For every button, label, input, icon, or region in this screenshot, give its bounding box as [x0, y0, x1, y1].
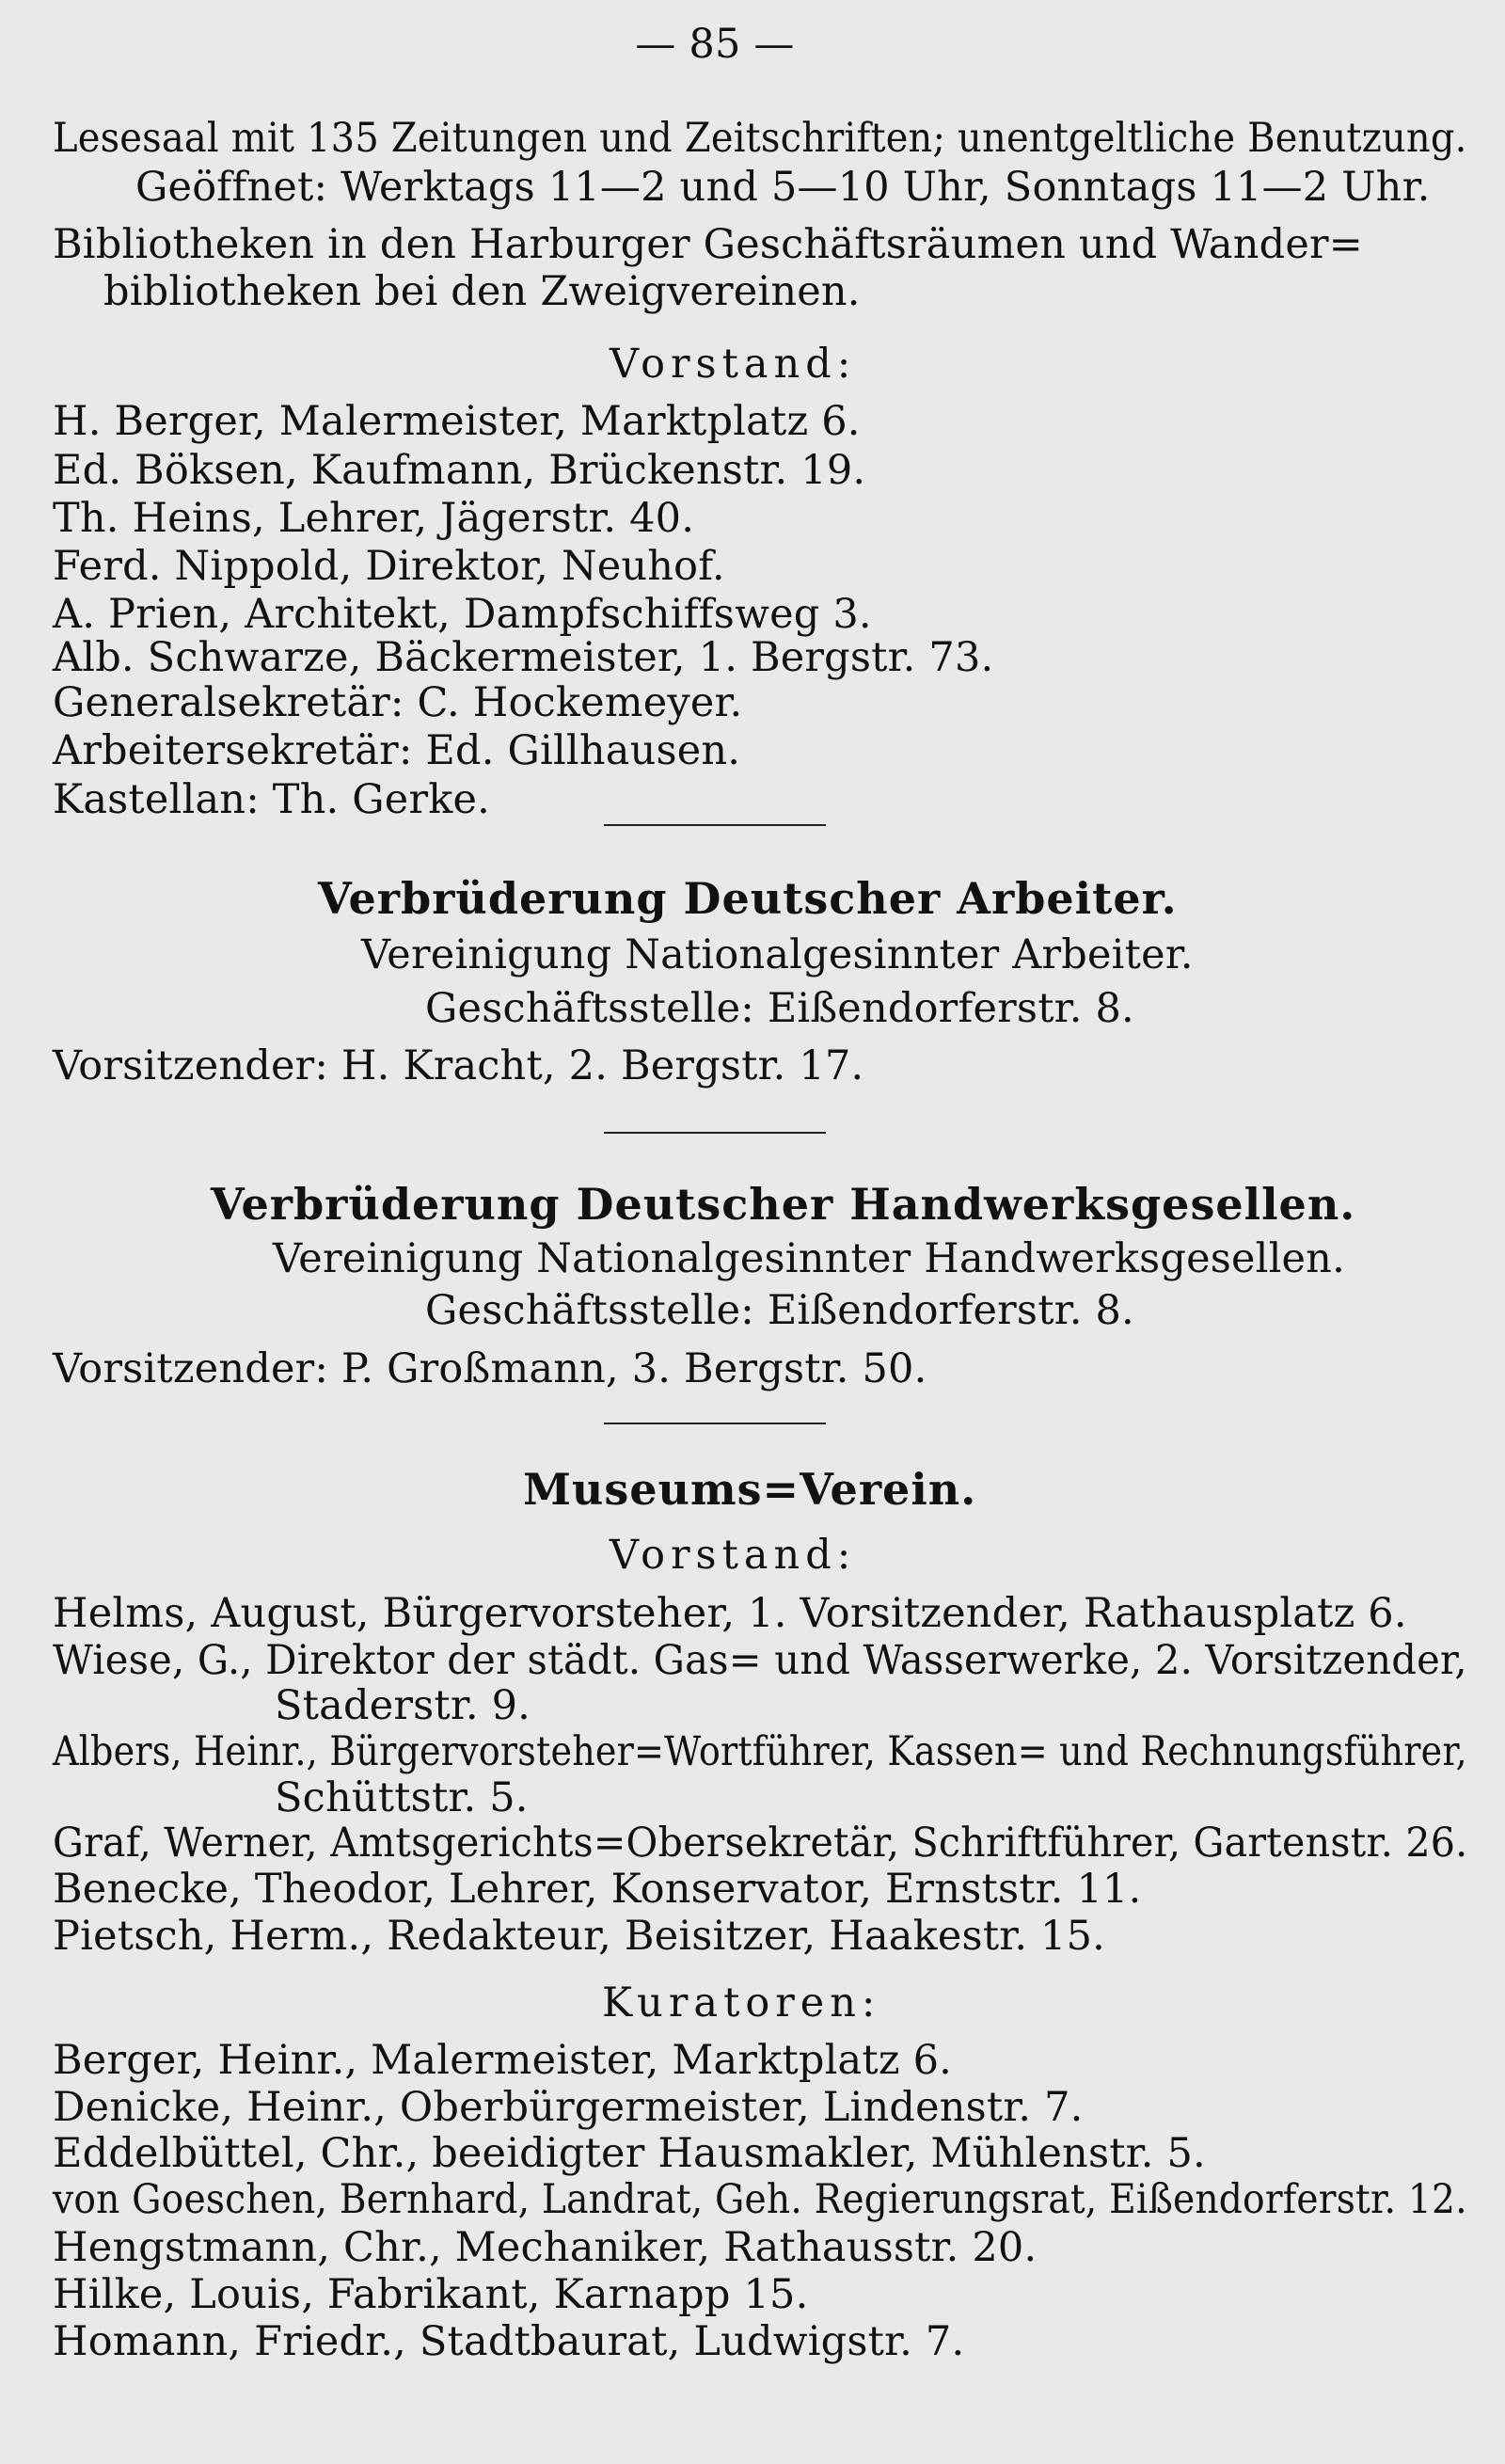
section-divider	[604, 1132, 826, 1134]
intro-line-4: bibliotheken bei den Zweigvereinen.	[103, 268, 861, 315]
vorstand-member: Alb. Schwarze, Bäckermeister, 1. Bergstr. 73.	[53, 634, 994, 681]
museum-vorstand-line: Schüttstr. 5.	[275, 1774, 529, 1821]
vorstand-heading: Vorstand:	[610, 1532, 857, 1579]
section-chair: Vorsitzender: H. Kracht, 2. Bergstr. 17.	[53, 1042, 864, 1089]
vorstand-member: Ed. Böksen, Kaufmann, Brückenstr. 19.	[53, 447, 866, 494]
section-divider	[604, 824, 826, 826]
intro-line-3: Bibliotheken in den Harburger Geschäftsräumen und Wander=	[53, 221, 1364, 268]
vorstand-member: Ferd. Nippold, Direktor, Neuhof.	[53, 543, 725, 590]
vorstand-member: Th. Heins, Lehrer, Jägerstr. 40.	[53, 495, 695, 542]
section-title: Verbrüderung Deutscher Handwerksgesellen.	[211, 1179, 1356, 1230]
vorstand-member: Kastellan: Th. Gerke.	[53, 776, 490, 823]
page-number: — 85 —	[635, 21, 795, 68]
kurator-line: Berger, Heinr., Malermeister, Marktplatz 6.	[53, 2037, 953, 2084]
vorstand-member: Arbeitersekretär: Ed. Gillhausen.	[53, 727, 741, 774]
museum-vorstand-line: Albers, Heinr., Bürgervorsteher=Wortführer, Kassen= und Rechnungsführer,	[53, 1728, 1467, 1775]
kurator-line: Eddelbüttel, Chr., beeidigter Hausmakler, Mühlenstr. 5.	[53, 2130, 1206, 2177]
section-office: Geschäftsstelle: Eißendorferstr. 8.	[425, 985, 1134, 1032]
kuratoren-heading: Kuratoren:	[602, 1979, 881, 2027]
museum-vorstand-line: Graf, Werner, Amtsgerichts=Obersekretär, Schriftführer, Gartenstr. 26.	[53, 1820, 1468, 1867]
kurator-line: Denicke, Heinr., Oberbürgermeister, Lindenstr. 7.	[53, 2084, 1084, 2131]
section-divider	[604, 1423, 826, 1424]
vorstand-member: Generalsekretär: C. Hockemeyer.	[53, 679, 743, 726]
vorstand-member: A. Prien, Architekt, Dampfschiffsweg 3.	[53, 591, 872, 638]
kurator-line: von Goeschen, Bernhard, Landrat, Geh. Regierungsrat, Eißendorferstr. 12.	[53, 2176, 1467, 2223]
intro-line-2: Geöffnet: Werktags 11—2 und 5—10 Uhr, Sonntags 11—2 Uhr.	[135, 164, 1431, 211]
section-chair: Vorsitzender: P. Großmann, 3. Bergstr. 50.	[53, 1345, 927, 1392]
section-subtitle: Vereinigung Nationalgesinnter Handwerksgesellen.	[273, 1235, 1345, 1282]
section-title: Museums=Verein.	[523, 1464, 977, 1515]
museum-vorstand-line: Wiese, G., Direktor der städt. Gas= und Wasserwerke, 2. Vorsitzender,	[53, 1637, 1467, 1684]
kurator-line: Hengstmann, Chr., Mechaniker, Rathausstr. 20.	[53, 2224, 1038, 2271]
vorstand-heading: Vorstand:	[610, 341, 857, 388]
section-office: Geschäftsstelle: Eißendorferstr. 8.	[425, 1287, 1134, 1334]
kurator-line: Homann, Friedr., Stadtbaurat, Ludwigstr. 7.	[53, 2318, 965, 2365]
section-subtitle: Vereinigung Nationalgesinnter Arbeiter.	[361, 931, 1194, 978]
intro-line-1: Lesesaal mit 135 Zeitungen und Zeitschriften; unentgeltliche Benutzung.	[53, 115, 1467, 162]
museum-vorstand-line: Staderstr. 9.	[275, 1682, 531, 1729]
museum-vorstand-line: Helms, August, Bürgervorsteher, 1. Vorsitzender, Rathausplatz 6.	[53, 1590, 1407, 1637]
museum-vorstand-line: Pietsch, Herm., Redakteur, Beisitzer, Haakestr. 15.	[53, 1913, 1106, 1960]
section-title: Verbrüderung Deutscher Arbeiter.	[318, 873, 1178, 924]
museum-vorstand-line: Benecke, Theodor, Lehrer, Konservator, Ernststr. 11.	[53, 1866, 1142, 1913]
kurator-line: Hilke, Louis, Fabrikant, Karnapp 15.	[53, 2271, 809, 2318]
vorstand-member: H. Berger, Malermeister, Marktplatz 6.	[53, 398, 861, 445]
